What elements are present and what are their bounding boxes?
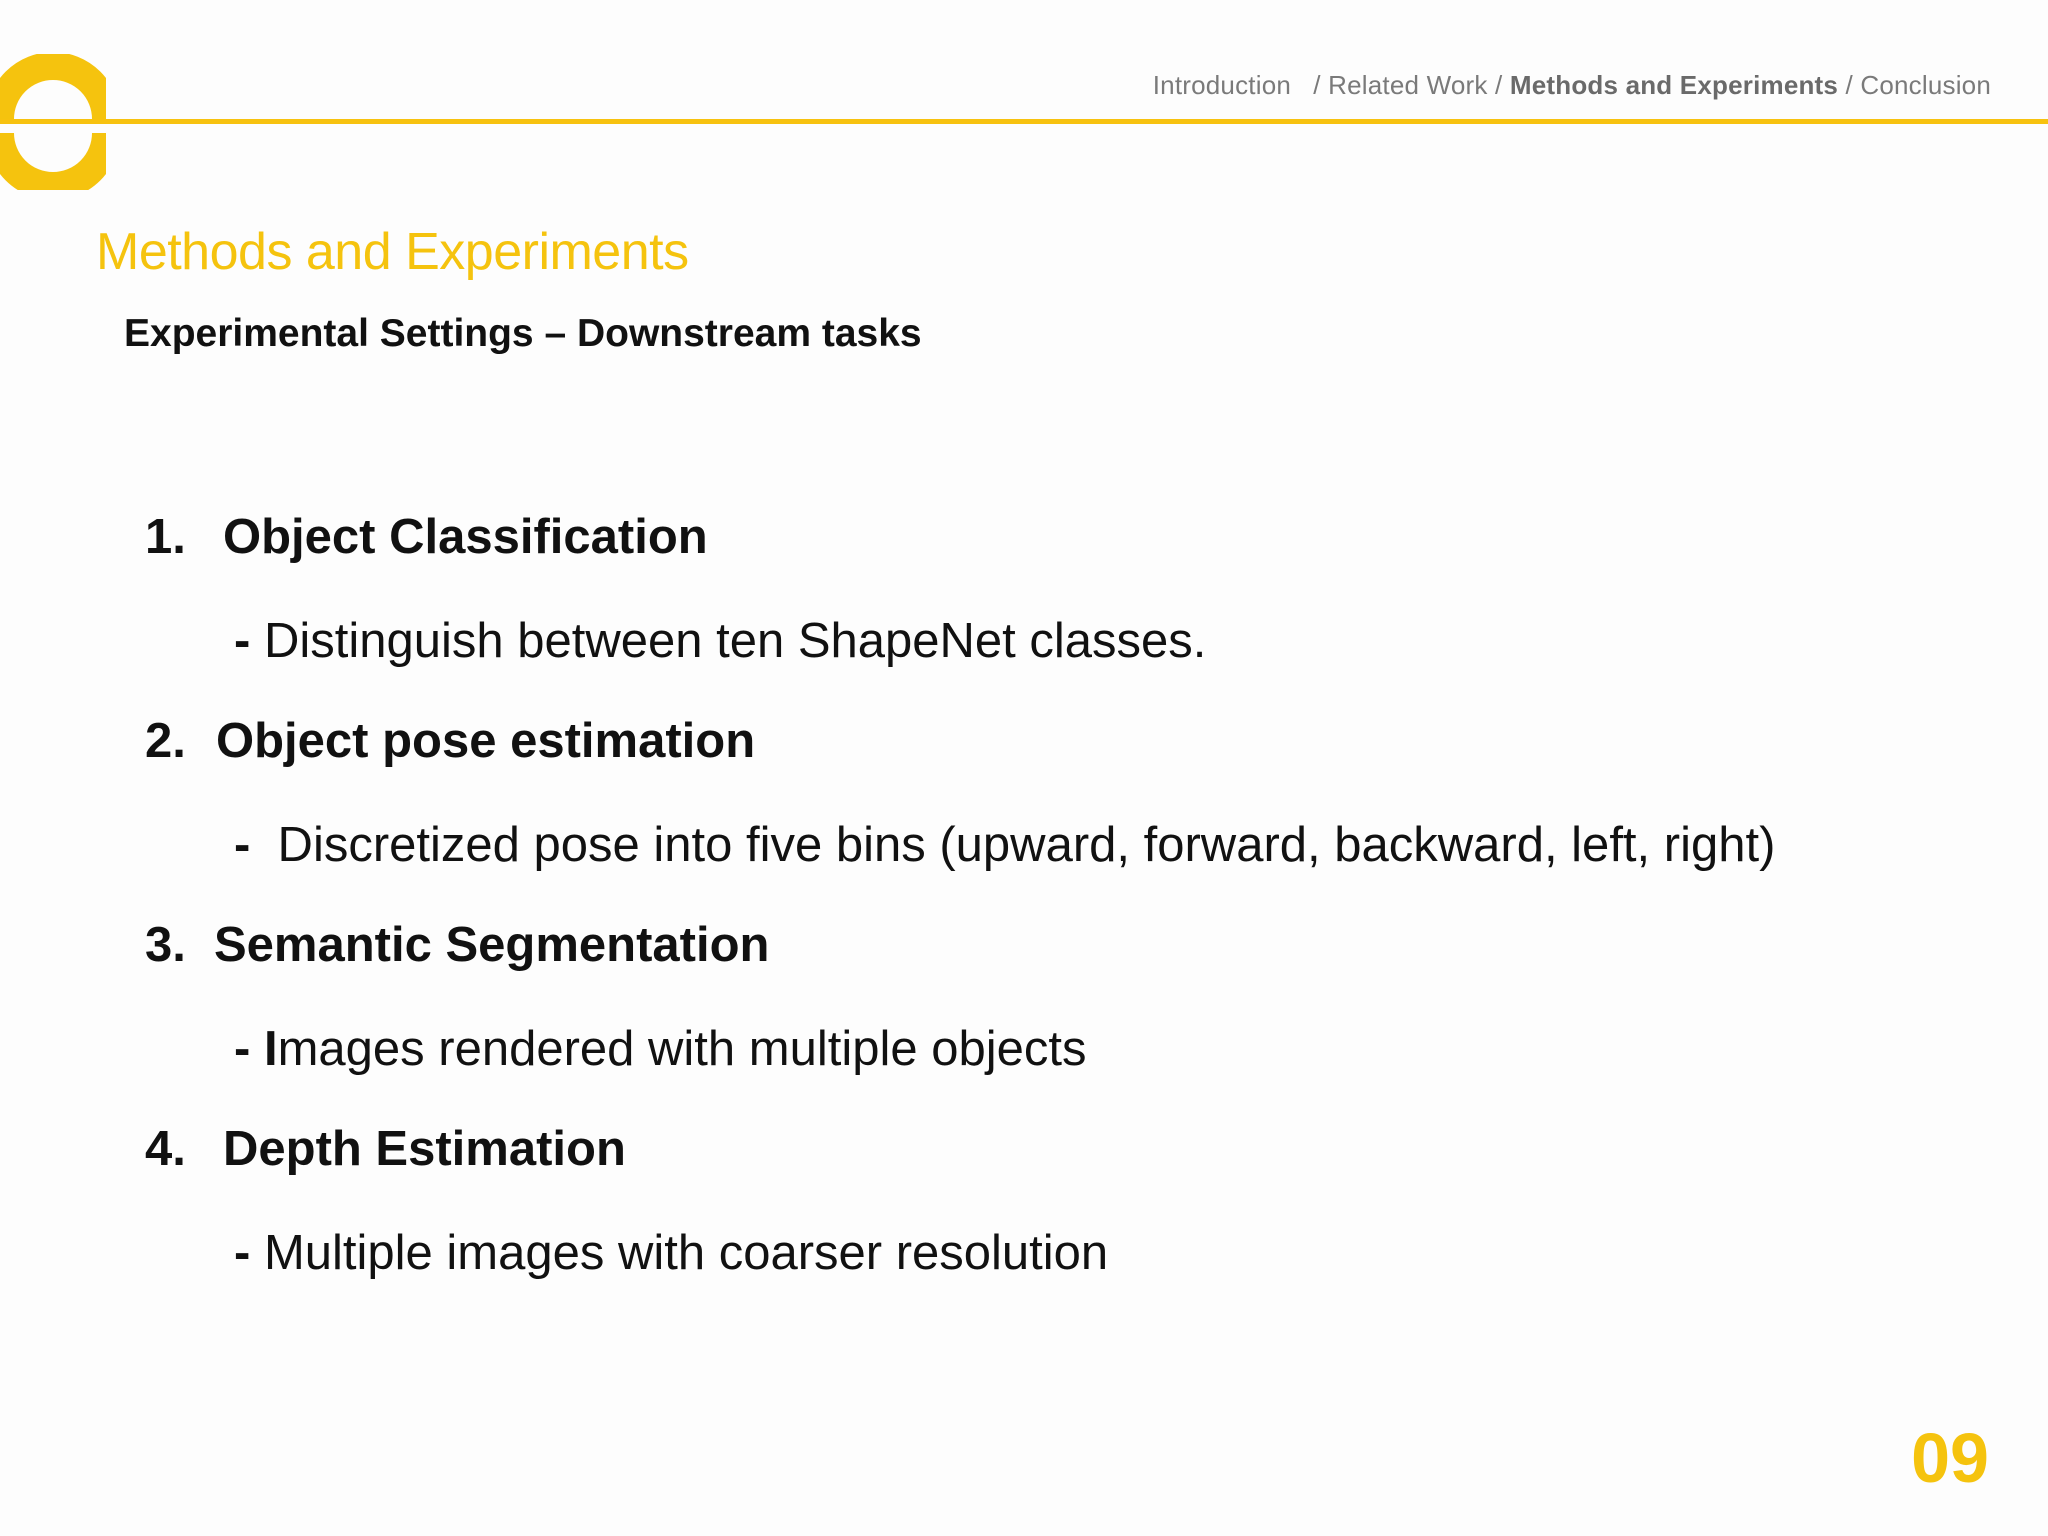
task-dash: - [234,1226,251,1280]
task-dash: - [234,1022,251,1076]
page-title: Methods and Experiments [96,223,689,281]
task-detail-text: Multiple images with coarser resolution [250,1226,1109,1280]
section-subtitle: Experimental Settings – Downstream tasks [124,312,922,355]
task-heading-1 [145,509,708,565]
task-heading-3 [145,917,769,973]
task-detail-2 [234,817,1775,873]
page-number: 09 [1911,1419,1989,1497]
task-detail-text: Discretized pose into five bins (upward, forward, backward, left, right) [250,818,1776,872]
task-heading-4 [145,1121,626,1177]
task-dash: - [234,614,251,668]
task-number: 3. [145,918,186,972]
task-detail-3 [234,1021,1087,1077]
task-detail-1 [234,613,1206,669]
breadcrumb-methods-and-experiments[interactable]: Methods and Experiments [1509,70,1839,100]
task-title: Depth Estimation [223,1122,626,1176]
task-number: 1. [145,510,186,564]
breadcrumb-conclusion[interactable]: / Conclusion [1845,70,1991,100]
breadcrumb-introduction[interactable]: Introduction [1152,70,1292,100]
breadcrumb [1153,70,1991,101]
task-dash: - [234,818,251,872]
task-title: Object Classification [223,510,708,564]
header-divider [0,119,2048,124]
task-number: 4. [145,1122,186,1176]
task-detail-text: mages rendered with multiple objects [277,1022,1087,1076]
task-number: 2. [145,714,186,768]
task-detail-4 [234,1225,1108,1281]
task-title: Object pose estimation [216,714,756,768]
task-detail-lead: I [263,1022,278,1076]
task-title: Semantic Segmentation [214,918,770,972]
breadcrumb-related-work[interactable]: / Related Work / [1313,70,1503,100]
task-heading-2 [145,713,755,769]
task-detail-text: Distinguish between ten ShapeNet classes. [250,614,1207,668]
